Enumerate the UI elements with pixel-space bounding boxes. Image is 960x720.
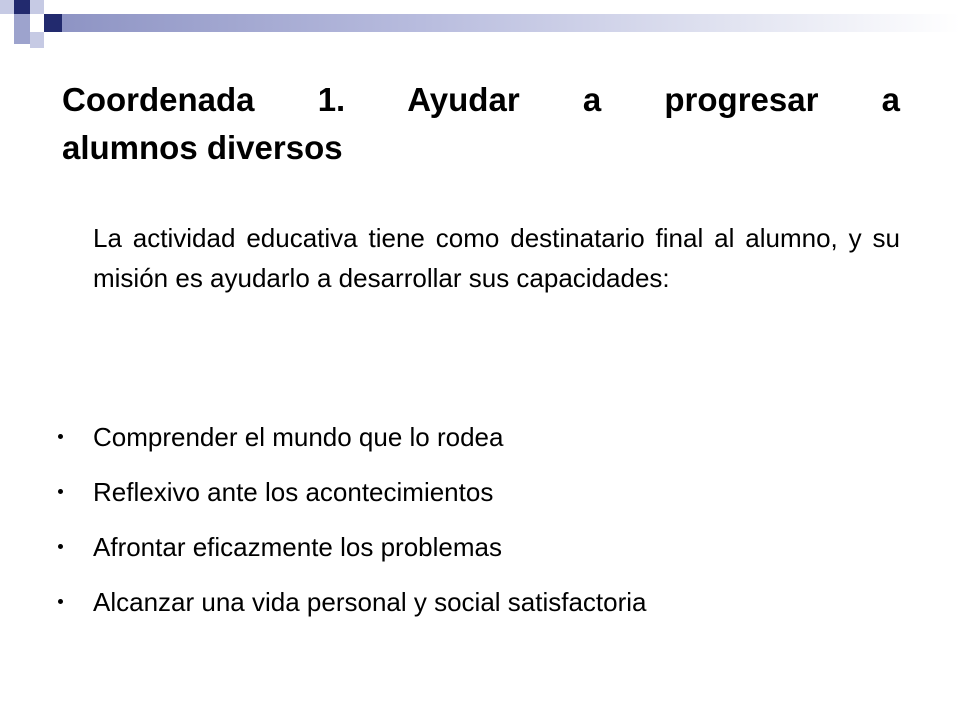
deco-square xyxy=(0,0,14,14)
bullet-list xyxy=(58,417,918,637)
header-gradient-bar xyxy=(62,14,960,32)
deco-square xyxy=(14,32,30,44)
list-item-text: Comprender el mundo que lo rodea xyxy=(93,422,504,452)
bullet-icon xyxy=(58,599,63,604)
list-item xyxy=(58,417,918,472)
list-item xyxy=(58,582,918,637)
list-item-text: Afrontar eficazmente los problemas xyxy=(93,532,502,562)
deco-square xyxy=(14,14,30,32)
list-item xyxy=(58,527,918,582)
deco-square xyxy=(44,14,62,32)
slide-title-line-2: alumnos diversos xyxy=(62,129,343,166)
list-item-text: Reflexivo ante los acontecimientos xyxy=(93,477,494,507)
slide-title-line-1: Coordenada 1. Ayudar a progresar a xyxy=(62,81,900,118)
list-item-text: Alcanzar una vida personal y social satisfactoria xyxy=(93,587,647,617)
bullet-icon xyxy=(58,544,63,549)
bullet-icon xyxy=(58,434,63,439)
intro-paragraph: La actividad educativa tiene como destinatario final al alumno, y su misión es ayudarlo a desarrollar sus capacidades: xyxy=(93,223,900,293)
deco-square xyxy=(30,32,44,48)
list-item xyxy=(58,472,918,527)
deco-square xyxy=(14,0,30,14)
deco-square xyxy=(30,0,44,14)
bullet-icon xyxy=(58,489,63,494)
slide-title xyxy=(62,76,900,172)
